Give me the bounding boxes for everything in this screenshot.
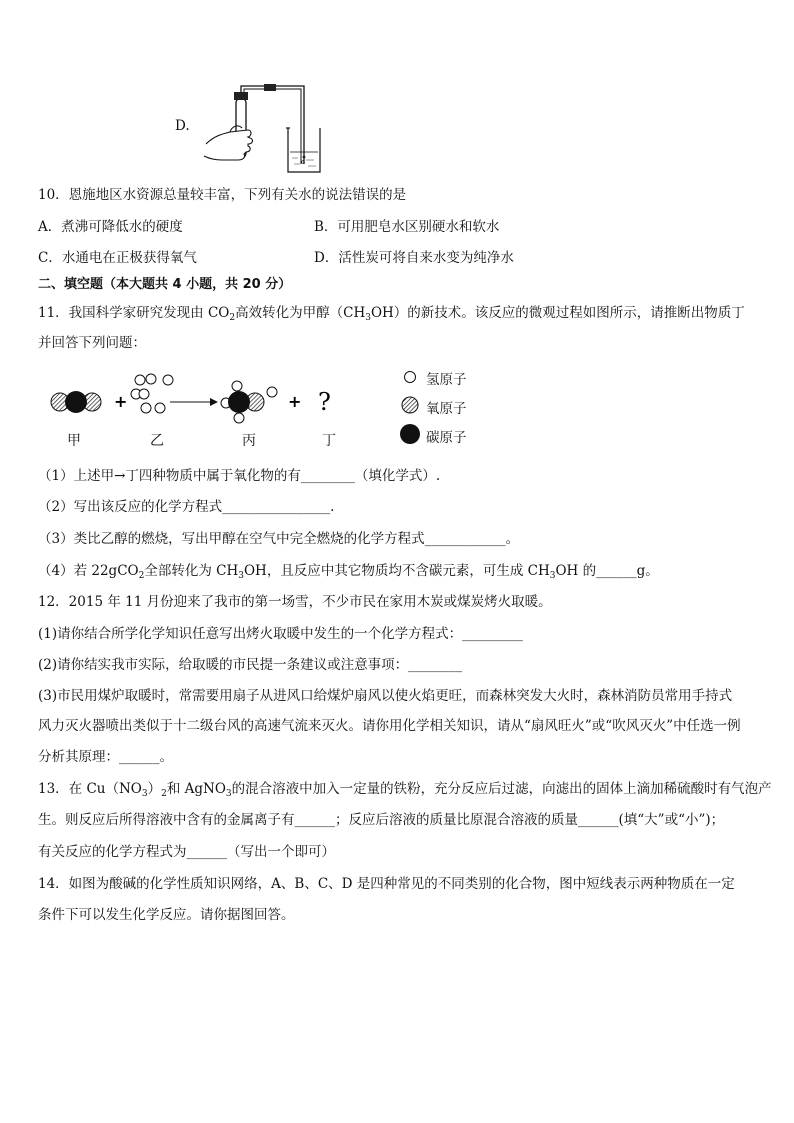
legend-hydrogen: 氢原子 <box>426 372 467 388</box>
q11-sub3: （3）类比乙醇的燃烧，写出甲醇在空气中完全燃烧的化学方程式____________。 <box>38 531 520 547</box>
option-d-label: D. <box>175 118 190 134</box>
q12-sub3-line2: 风力灭火器喷出类似于十二级台风的高速气流来灭火。请你用化学相关知识，请从“扇风旺火”或“吹风灭火”中任选一例 <box>38 718 741 734</box>
q10-option-d: D．活性炭可将自来水变为纯净水 <box>314 250 514 266</box>
label-jia: 甲 <box>67 433 81 449</box>
q12-sub3-line1: (3)市民用煤炉取暖时，常需要用扇子从进风口给煤炉扇风以使火焰更旺，而森林突发大火时，森林消防员常用手持式 <box>38 688 733 704</box>
q14-line2: 条件下可以发生化学反应。请你据图回答。 <box>38 907 295 923</box>
label-ding: 丁 <box>322 433 336 449</box>
q12-sub3-line3: 分析其原理：______。 <box>38 749 173 765</box>
q10-option-b: B．可用肥皂水区别硬水和软水 <box>314 219 500 235</box>
legend-carbon: 碳原子 <box>426 430 467 446</box>
q10-option-c: C．水通电在正极获得氧气 <box>38 250 197 266</box>
plus-sign: + <box>114 392 128 411</box>
section-heading: 二、填空题（本大题共 4 小题，共 20 分） <box>38 277 292 292</box>
q13-line2: 生。则反应后所得溶液中含有的金属离子有______；反应后溶液的质量比原混合溶液的质量______(填“大”或“小”)； <box>38 812 725 828</box>
gas-tightness-apparatus <box>200 82 330 178</box>
carbon-atom <box>65 391 87 413</box>
unknown-product: ? <box>318 388 331 416</box>
hydrogen-atom-icon <box>405 372 416 383</box>
plus-sign: + <box>288 392 302 411</box>
q14-line1: 14．如图为酸碱的化学性质知识网络，A、B、C、D 是四种常见的不同类别的化合物，图中短线表示两种物质在一定 <box>38 876 735 892</box>
q10-stem: 10．恩施地区水资源总量较丰富，下列有关水的说法错误的是 <box>38 187 407 203</box>
q11-sub4: （4）若 22gCO$_2$全部转化为 $CH_3OH$，且反应中其它物质均不含碳元素，可生成 $CH_3OH$ 的______g。 <box>38 563 659 581</box>
label-yi: 乙 <box>150 433 164 449</box>
q12-sub1: (1)请你结合所学化学知识任意写出烤火取暖中发生的一个化学方程式：_________ <box>38 626 523 642</box>
q12-stem: 12．2015 年 11 月份迎来了我市的第一场雪，不少市民在家用木炭或煤炭烤火取暖。 <box>38 594 552 610</box>
q13-line1: 13．在 $Cu(NO_3)_2$和 AgNO$_3$的混合溶液中加入一定量的铁粉，充分反应后过滤，向滤出的固体上滴加稀硫酸时有气泡产 <box>38 781 772 799</box>
carbon-atom-icon <box>400 424 420 444</box>
label-bing: 丙 <box>242 433 256 449</box>
q11-sub2: （2）写出该反应的化学方程式________________. <box>38 499 335 515</box>
q12-sub2: (2)请你结实我市实际，给取暖的市民提一条建议或注意事项：________ <box>38 657 463 673</box>
q13-line3: 有关反应的化学方程式为______（写出一个即可） <box>38 844 335 860</box>
legend-oxygen: 氧原子 <box>426 401 467 417</box>
atom-legend <box>398 368 428 448</box>
q11-stem-line2: 并回答下列问题： <box>38 335 146 351</box>
q11-stem-line1: 11．我国科学家研究发现由 $CO_2$高效转化为甲醇$(CH_3OH)$的新技术。该反应的微观过程如图所示，请推断出物质丁 <box>38 305 745 323</box>
oxygen-atom-icon <box>402 397 418 413</box>
q10-option-a: A．煮沸可降低水的硬度 <box>38 219 183 235</box>
q11-sub1: （1）上述甲→丁四种物质中属于氧化物的有________（填化学式）. <box>38 468 441 484</box>
